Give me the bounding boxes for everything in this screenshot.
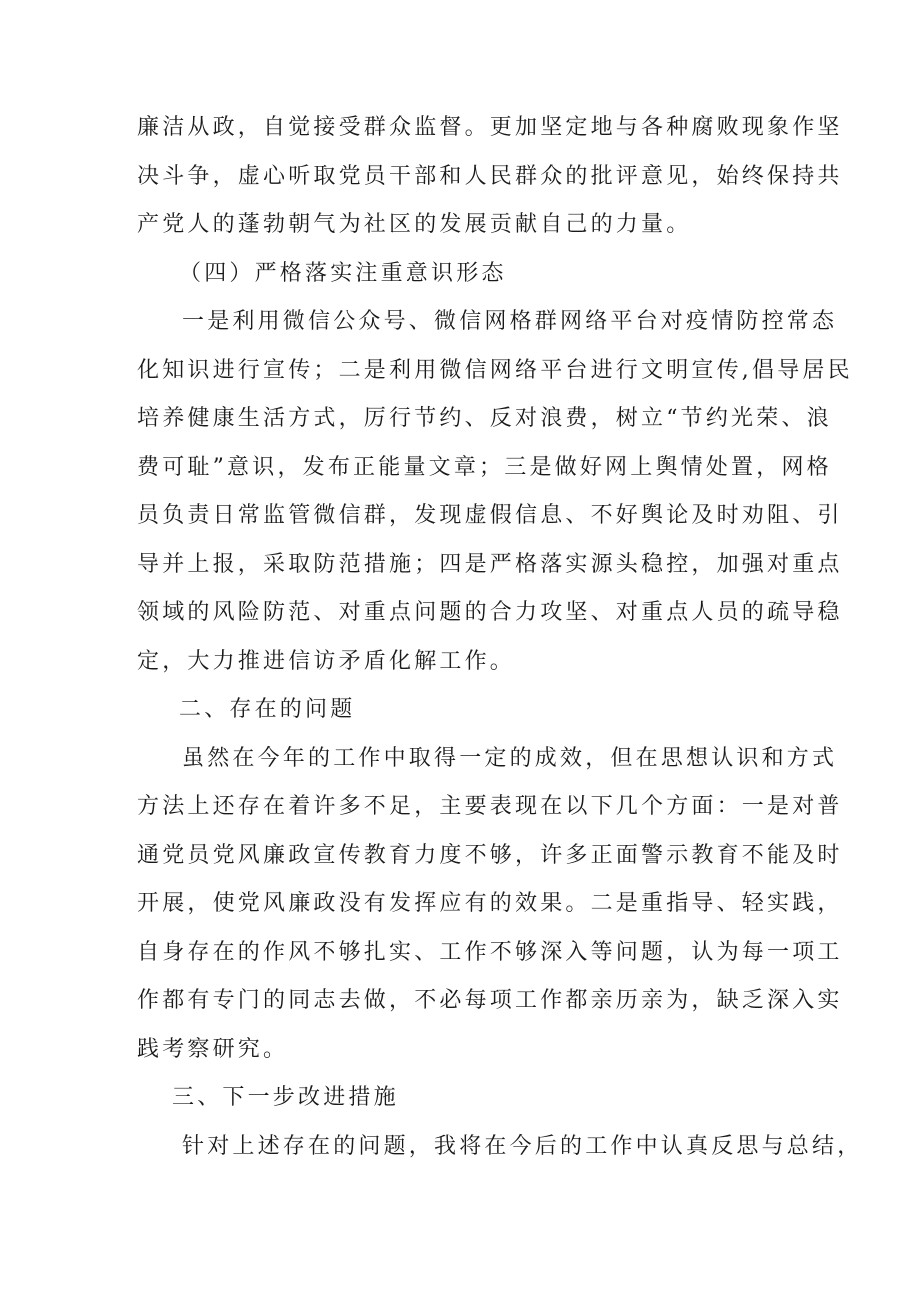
paragraph-line: 费可耻”意识，发布正能量文章；三是做好网上舆情处置，网格 — [137, 454, 832, 480]
paragraph-line: 开展，使党风廉政没有发挥应有的效果。二是重指导、轻实践， — [137, 891, 843, 916]
section-heading-ideology: （四）严格落实注重意识形态 — [179, 260, 507, 286]
paragraph-line: 虽然在今年的工作中取得一定的成效，但在思想认识和方式 — [182, 745, 838, 771]
paragraph-line: 廉洁从政，自觉接受群众监督。更加坚定地与各种腐败现象作坚 — [137, 115, 843, 140]
section-heading-problems: 二、存在的问题 — [179, 697, 356, 722]
paragraph-line: 化知识进行宣传；二是利用微信网络平台进行文明宣传,倡导居民 — [137, 357, 853, 383]
paragraph-line: 导并上报，采取防范措施；四是严格落实源头稳控，加强对重点 — [137, 551, 843, 577]
paragraph-line: 决斗争，虚心听取党员干部和人民群众的批评意见，始终保持共 — [137, 163, 843, 189]
paragraph-line: 领域的风险防范、对重点问题的合力攻坚、对重点人员的疏导稳 — [137, 600, 843, 625]
paragraph-line: 员负责日常监管微信群，发现虚假信息、不好舆论及时劝阻、引 — [137, 503, 843, 528]
paragraph-line: 针对上述存在的问题，我将在今后的工作中认真反思与总结， — [182, 1133, 863, 1159]
document-body — [137, 104, 863, 1171]
paragraph-integrity — [137, 104, 843, 250]
paragraph-line: 作都有专门的同志去做，不必每项工作都亲历亲为，缺乏深入实 — [137, 988, 843, 1013]
paragraph-line: 通党员党风廉政宣传教育力度不够，许多正面警示教育不能及时 — [137, 842, 843, 868]
paragraph-line: 一是利用微信公众号、微信网格群网络平台对疫情防控常态 — [182, 309, 838, 334]
paragraph-line: 践考察研究。 — [137, 1036, 289, 1062]
paragraph-problems — [137, 735, 843, 1075]
paragraph-line: 产党人的蓬勃朝气为社区的发展贡献自己的力量。 — [137, 212, 692, 237]
section-heading-next-steps: 三、下一步改进措施 — [172, 1085, 399, 1110]
paragraph-next-steps — [137, 1123, 863, 1172]
paragraph-line: 定，大力推进信访矛盾化解工作。 — [137, 648, 516, 674]
paragraph-ideology — [137, 298, 853, 686]
paragraph-line: 自身存在的作风不够扎实、工作不够深入等问题，认为每一项工 — [137, 939, 843, 965]
paragraph-line: 方法上还存在着许多不足，主要表现在以下几个方面：一是对普 — [137, 794, 843, 819]
paragraph-line: 培养健康生活方式，厉行节约、反对浪费，树立“节约光荣、浪 — [137, 406, 832, 431]
